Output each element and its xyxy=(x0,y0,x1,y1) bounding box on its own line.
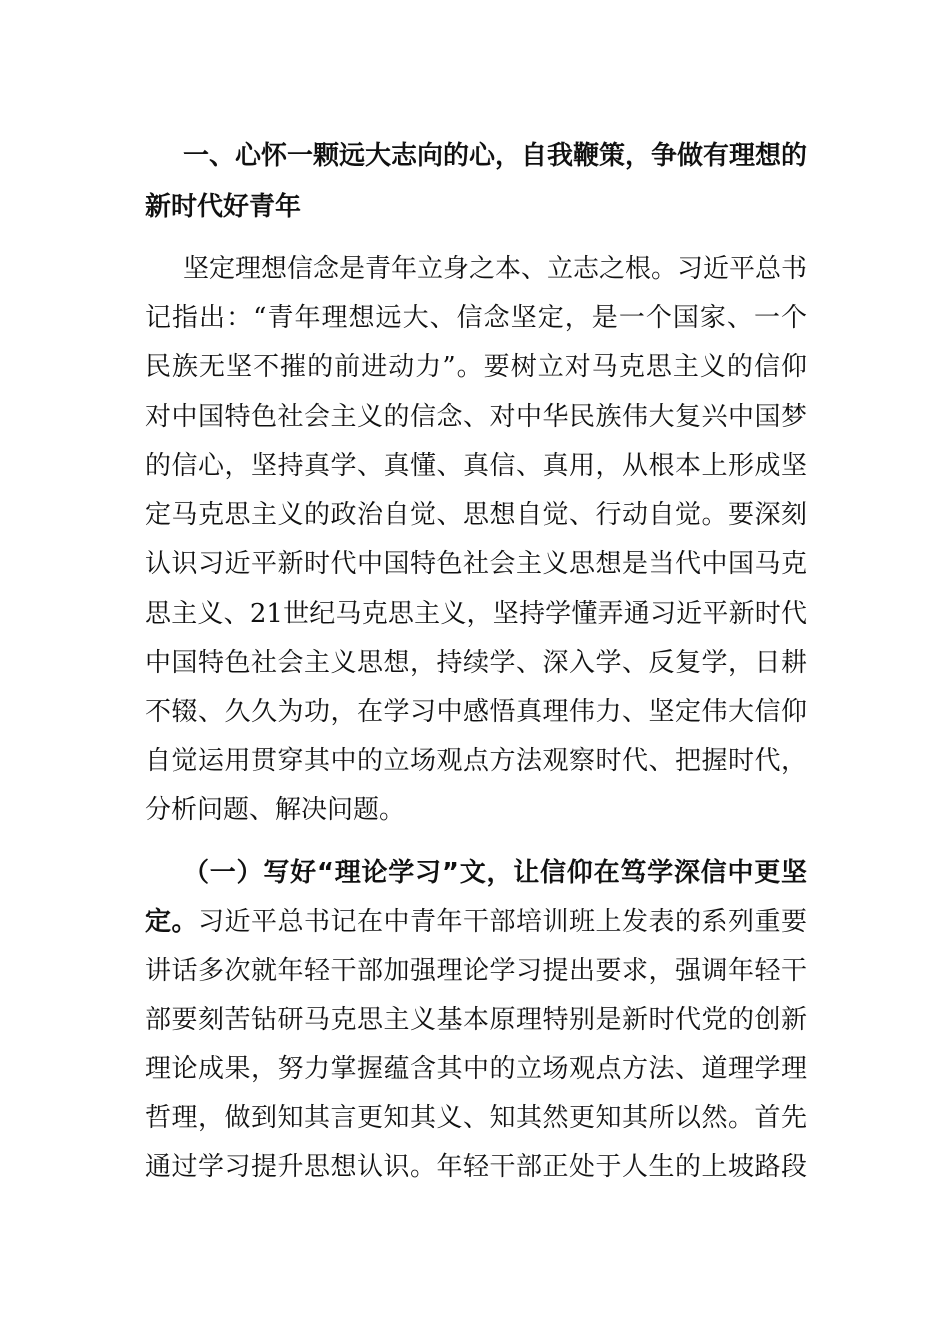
section-heading-line-2: 新时代好青年 xyxy=(145,192,302,222)
paragraph-1-line-1: 坚定理想信念是青年立身之本、立志之根。习近平总书 xyxy=(183,254,808,284)
paragraph-2-line-4: 部要刻苦钻研马克思主义基本原理特别是新时代党的创新 xyxy=(145,1005,807,1035)
paragraph-2-line-6: 哲理，做到知其言更知其义、知其然更知其所以然。首先 xyxy=(145,1103,807,1133)
subsection-heading-line-1: （一）写好“理论学习”文，让信仰在笃学深信中更坚 xyxy=(183,858,807,888)
paragraph-2-line-2-text: 习近平总书记在中青年干部培训班上发表的系列重要 xyxy=(198,907,807,937)
paragraph-1-line-9: 中国特色社会主义思想，持续学、深入学、反复学，日耕 xyxy=(145,648,807,678)
section-heading-line-1: 一、心怀一颗远大志向的心，自我鞭策，争做有理想的 xyxy=(183,141,808,171)
paragraph-1-line-4: 对中国特色社会主义的信念、对中华民族伟大复兴中国梦 xyxy=(145,402,807,432)
paragraph-1-line-3: 民族无坚不摧的前进动力”。要树立对马克思主义的信仰 xyxy=(145,352,807,382)
paragraph-1-line-7: 认识习近平新时代中国特色社会主义思想是当代中国马克 xyxy=(145,549,807,579)
paragraph-1-line-12: 分析问题、解决问题。 xyxy=(145,795,406,825)
paragraph-2-line-3: 讲话多次就年轻干部加强理论学习提出要求，强调年轻干 xyxy=(145,956,807,986)
paragraph-1-line-11: 自觉运用贯穿其中的立场观点方法观察时代、把握时代， xyxy=(145,746,807,776)
paragraph-1-line-10: 不辍、久久为功，在学习中感悟真理伟力、坚定伟大信仰 xyxy=(145,697,807,727)
paragraph-1-line-2: 记指出：“青年理想远大、信念坚定，是一个国家、一个 xyxy=(145,303,807,333)
paragraph-1-line-5: 的信心，坚持真学、真懂、真信、真用，从根本上形成坚 xyxy=(145,451,807,481)
paragraph-2-line-2 xyxy=(145,904,807,940)
paragraph-2-line-7: 通过学习提升思想认识。年轻干部正处于人生的上坡路段 xyxy=(145,1152,807,1182)
paragraph-1-line-6: 定马克思主义的政治自觉、思想自觉、行动自觉。要深刻 xyxy=(145,500,807,530)
paragraph-2-line-5: 理论成果，努力掌握蕴含其中的立场观点方法、道理学理 xyxy=(145,1054,807,1084)
paragraph-1-line-8: 思主义、21世纪马克思主义，坚持学懂弄通习近平新时代 xyxy=(145,599,807,629)
subsection-heading-end: 定。 xyxy=(145,907,198,937)
